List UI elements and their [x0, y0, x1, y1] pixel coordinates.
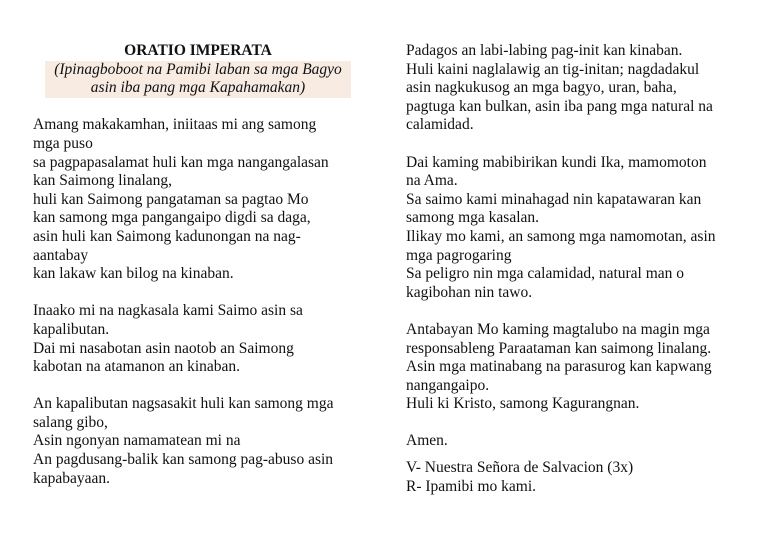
prayer-line: Dai kaming mabibirikan kundi Ika, mamomoton — [406, 153, 707, 171]
prayer-line: calamidad. — [406, 116, 474, 134]
prayer-line: sa pagpapasalamat huli kan mga nangangalasan — [33, 153, 329, 171]
amen-line: Amen. — [406, 432, 448, 450]
prayer-line: kagibohan nin tawo. — [406, 283, 533, 301]
subtitle-line: asin iba pang mga Kapahamakan) — [90, 79, 306, 97]
prayer-line: kabotan na atamanon an kinaban. — [33, 358, 241, 376]
prayer-line: Sa saimo kami minahagad nin kapatawaran kan — [406, 190, 702, 208]
prayer-line: responsableng Paraataman kan saimong linalang. — [406, 339, 712, 357]
stanza-right-2 — [406, 154, 746, 303]
prayer-line: pagtuga kan bulkan, asin iba pang mga natural na — [406, 97, 713, 115]
prayer-line: asin nagkukusog an mga bagyo, uran, baha, — [406, 79, 677, 97]
prayer-line: mga puso — [33, 134, 93, 152]
prayer-line: Dai mi nasabotan asin naotob an Saimong — [33, 339, 294, 357]
prayer-line: samong mga kasalan. — [406, 209, 540, 227]
prayer-line: na Ama. — [406, 172, 458, 190]
prayer-line: Sa peligro nin mga calamidad, natural man o — [406, 265, 685, 283]
prayer-line: mga pagrogaring — [406, 246, 512, 264]
prayer-line: huli kan Saimong pangataman sa pagtao Mo — [33, 190, 309, 208]
prayer-line: kapalibutan. — [33, 320, 110, 338]
versicle-line: V- Nuestra Señora de Salvacion (3x) — [406, 459, 634, 477]
prayer-line: nangangaipo. — [406, 376, 490, 394]
left-column — [33, 42, 363, 488]
prayer-line: Asin ngonyan namamatean mi na — [33, 432, 241, 450]
response-line: R- Ipamibi mo kami. — [406, 477, 537, 495]
prayer-line: An kapalibutan nagsasakit huli kan samong mga — [33, 395, 334, 413]
prayer-line: Huli ki Kristo, samong Kagurangnan. — [406, 395, 640, 413]
prayer-line: asin huli kan Saimong kadunongan na nag- — [33, 227, 301, 245]
subtitle-line: (Ipinagboboot na Pamibi laban sa mga Bagyo — [54, 60, 342, 78]
versicle-response — [406, 459, 746, 496]
stanza-right-3 — [406, 321, 746, 414]
stanza-left-2 — [33, 302, 363, 376]
prayer-line: kan Saimong linalang, — [33, 172, 173, 190]
prayer-line: Inaako mi na nagkasala kami Saimo asin sa — [33, 302, 303, 320]
prayer-line: Padagos an labi-labing pag-init kan kinaban. — [406, 42, 683, 59]
prayer-line: kan lakaw kan bilog na kinaban. — [33, 265, 234, 283]
prayer-line: kan samong mga pangangaipo digdi sa daga, — [33, 209, 311, 227]
stanza-left-3 — [33, 395, 363, 488]
prayer-line: Antabayan Mo kaming magtalubo na magin mga — [406, 320, 710, 338]
prayer-subtitle — [45, 61, 351, 98]
stanza-right-1 — [406, 42, 746, 135]
prayer-line: salang gibo, — [33, 413, 108, 431]
prayer-line: Amang makakamhan, iniitaas mi ang samong — [33, 116, 317, 134]
prayer-line: Asin mga matinabang na parasurog kan kapwang — [406, 358, 712, 376]
prayer-line: aantabay — [33, 246, 89, 264]
prayer-line: kapabayaan. — [33, 469, 111, 487]
prayer-line: An pagdusang-balik kan samong pag-abuso asin — [33, 451, 334, 469]
right-column — [406, 42, 746, 496]
prayer-line: Ilikay mo kami, an samong mga namomotan, asin — [406, 227, 716, 245]
stanza-left-1 — [33, 116, 363, 283]
prayer-line: Huli kaini naglalawig an tig-initan; nagdadakul — [406, 60, 700, 78]
prayer-title: ORATIO IMPERATA — [124, 42, 272, 59]
